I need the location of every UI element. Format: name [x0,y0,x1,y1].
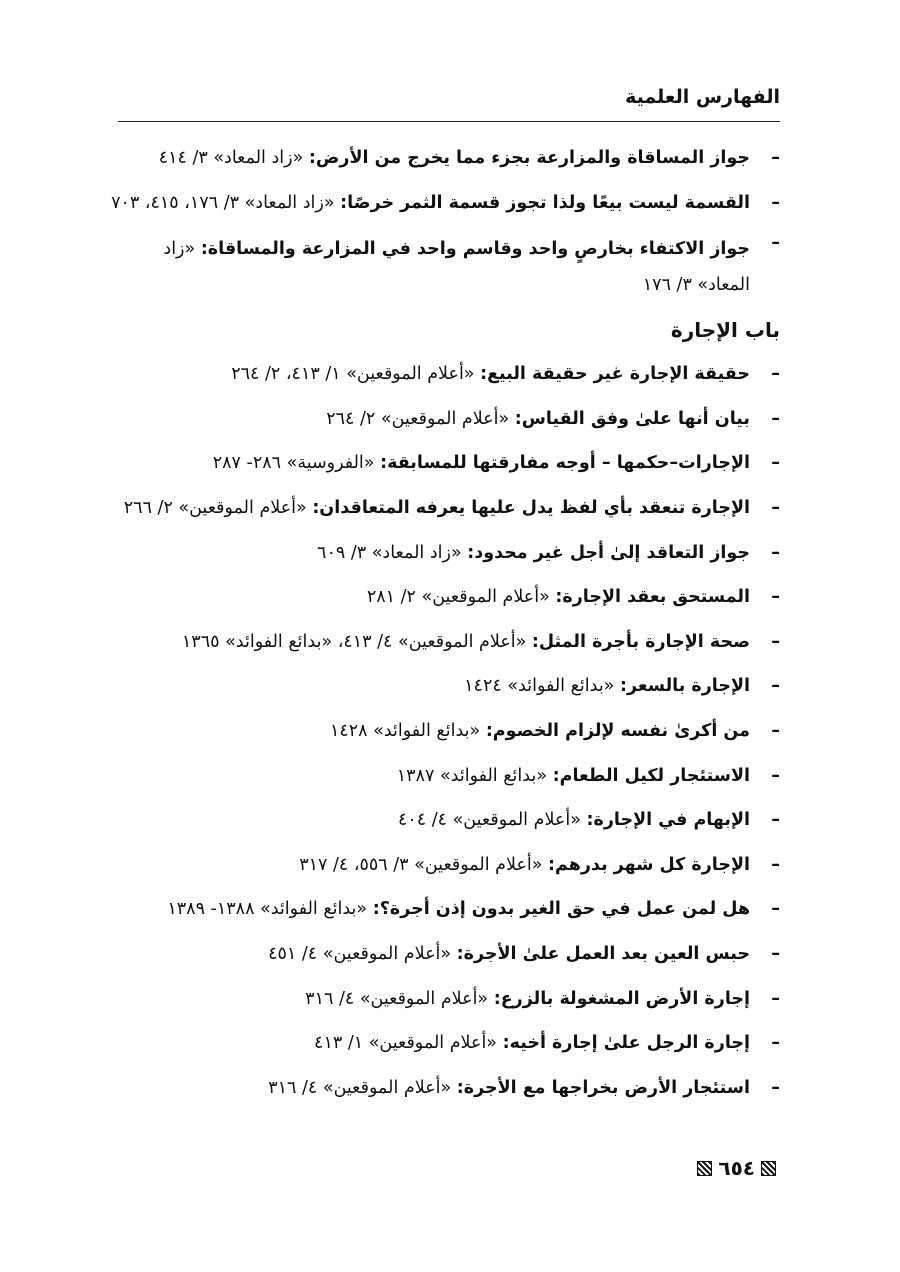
index-entry [112,1021,780,1066]
bullet-dash: – [771,453,780,474]
entry-reference: «أعلام الموقعين» ٣/ ٥٥٦، ٤/ ٣١٧ [299,854,543,875]
bullet-dash: – [771,854,780,875]
bullet-dash: – [771,233,780,254]
bullet-dash: – [771,899,780,920]
page-footer [697,1158,776,1178]
entry-reference: «بدائع الفوائد» ١٣٨٨- ١٣٨٩ [167,899,368,920]
index-entry [112,397,780,442]
entry-topic: الإجارة تنعقد بأي لفظ يدل عليها يعرفه المتعاقدان: [312,497,750,518]
entry-topic: استئجار الأرض بخراجها مع الأجرة: [456,1077,750,1098]
index-entry [112,754,780,799]
index-entry [112,620,780,665]
bullet-dash: – [771,1077,780,1098]
entry-topic: صحة الإجارة بأجرة المثل: [531,631,750,652]
index-entry [112,181,780,226]
index-entry [112,486,780,531]
entry-reference: «أعلام الموقعين» ٤/ ٣١٦ [305,988,489,1009]
entry-topic: إجارة الرجل علىٰ إجارة أخيه: [502,1033,750,1054]
index-entry [112,977,780,1022]
entry-topic: المستحق بعقد الإجارة: [555,587,750,608]
index-entry [112,887,780,932]
bullet-dash: – [771,408,780,429]
bullet-dash: – [771,1033,780,1054]
entry-reference: «بدائع الفوائد» ١٤٢٤ [464,676,615,697]
bullet-dash: – [771,364,780,385]
entry-reference: «أعلام الموقعين» ٢/ ٢٦٦ [123,497,307,518]
bullet-dash: – [771,676,780,697]
entry-reference: «أعلام الموقعين» ٤/ ٤٠٤ [397,810,581,831]
index-list [112,136,780,1110]
index-entry [112,932,780,977]
ornament-right-icon [761,1161,776,1176]
ornament-left-icon [697,1161,712,1176]
entry-reference: «زاد المعاد» ٣/ ٤١٤ [158,148,304,168]
entry-topic: حبس العين بعد العمل علىٰ الأجرة: [456,943,750,964]
entry-topic: الإجارات–حكمها – أوجه مفارقتها للمسابقة: [380,453,750,474]
index-entry [112,136,780,181]
bullet-dash: – [771,720,780,741]
index-entry [112,843,780,888]
index-entry [112,531,780,576]
entry-topic: حقيقة الإجارة غير حقيقة البيع: [480,364,750,385]
page-number: ٦٥٤ [718,1156,755,1180]
index-entry [112,352,780,397]
entry-topic: القسمة ليست بيعًا ولذا تجوز قسمة الثمر خرصًا: [340,192,750,213]
bullet-dash: – [771,148,780,168]
entry-topic: إجارة الأرض المشغولة بالزرع: [493,988,750,1009]
entry-topic: جواز التعاقد إلىٰ أجل غير محدود: [467,542,750,563]
entry-topic: الإجارة بالسعر: [620,676,750,697]
bullet-dash: – [771,943,780,964]
entry-reference: «أعلام الموقعين» ٢/ ٢٨١ [366,587,550,608]
entry-topic: جواز الاكتفاء بخارصٍ واحد وقاسم واحد في المزارعة والمساقاة: [200,239,750,260]
bullet-dash: – [771,542,780,563]
entry-topic: جواز المساقاة والمزارعة بجزء مما يخرج من الأرض: [308,148,750,168]
entry-reference: «زاد المعاد» ٣/ ١٧٦، ٤١٥، ٧٠٣ [111,192,335,213]
bullet-dash: – [771,765,780,786]
entry-topic: بيان أنها علىٰ وفق القياس: [514,408,750,429]
entry-reference: «الفروسية» ٢٨٦- ٢٨٧ [212,453,375,474]
header-rule [118,121,780,122]
index-entry [112,575,780,620]
entry-reference: «زاد المعاد» ٣/ ٦٠٩ [317,542,462,563]
bullet-dash: – [771,988,780,1009]
entry-topic: هل لمن عمل في حق الغير بدون إذن أجرة؟: [372,899,750,920]
index-entry [112,441,780,486]
index-entry [112,709,780,754]
entry-topic: الاستئجار لكيل الطعام: [552,765,750,786]
entry-reference: «أعلام الموقعين» ١/ ٤١٣ [314,1033,498,1054]
entry-reference: «بدائع الفوائد» ١٣٨٧ [396,765,548,786]
bullet-dash: – [771,810,780,831]
index-entry [112,664,780,709]
entry-reference: «زاد المعاد» ٣/ ١٧٦ [163,239,750,296]
index-entry [112,798,780,843]
index-entry [112,1066,780,1111]
entry-reference: «أعلام الموقعين» ٤/ ٤١٣، «بدائع الفوائد» ١٣٦٥ [181,631,527,652]
bullet-dash: – [771,497,780,518]
entry-reference: «أعلام الموقعين» ٢/ ٢٦٤ [326,408,510,429]
entry-reference: «بدائع الفوائد» ١٤٢٨ [329,720,481,741]
entry-topic: الإبهام في الإجارة: [586,810,750,831]
bullet-dash: – [771,631,780,652]
index-entry [112,225,780,306]
entry-reference: «أعلام الموقعين» ٤/ ٣١٦ [268,1077,452,1098]
entry-topic: من أكرىٰ نفسه لإلزام الخصوم: [485,720,750,741]
chapter-heading: باب الإجارة [670,318,780,343]
entry-topic: الإجارة كل شهر بدرهم: [548,854,750,875]
entry-reference: «أعلام الموقعين» ١/ ٤١٣، ٢/ ٢٦٤ [231,364,475,385]
entry-reference: «أعلام الموقعين» ٤/ ٤٥١ [268,943,452,964]
running-title: الفهارس العلمية [625,86,780,108]
bullet-dash: – [771,192,780,213]
bullet-dash: – [771,587,780,608]
